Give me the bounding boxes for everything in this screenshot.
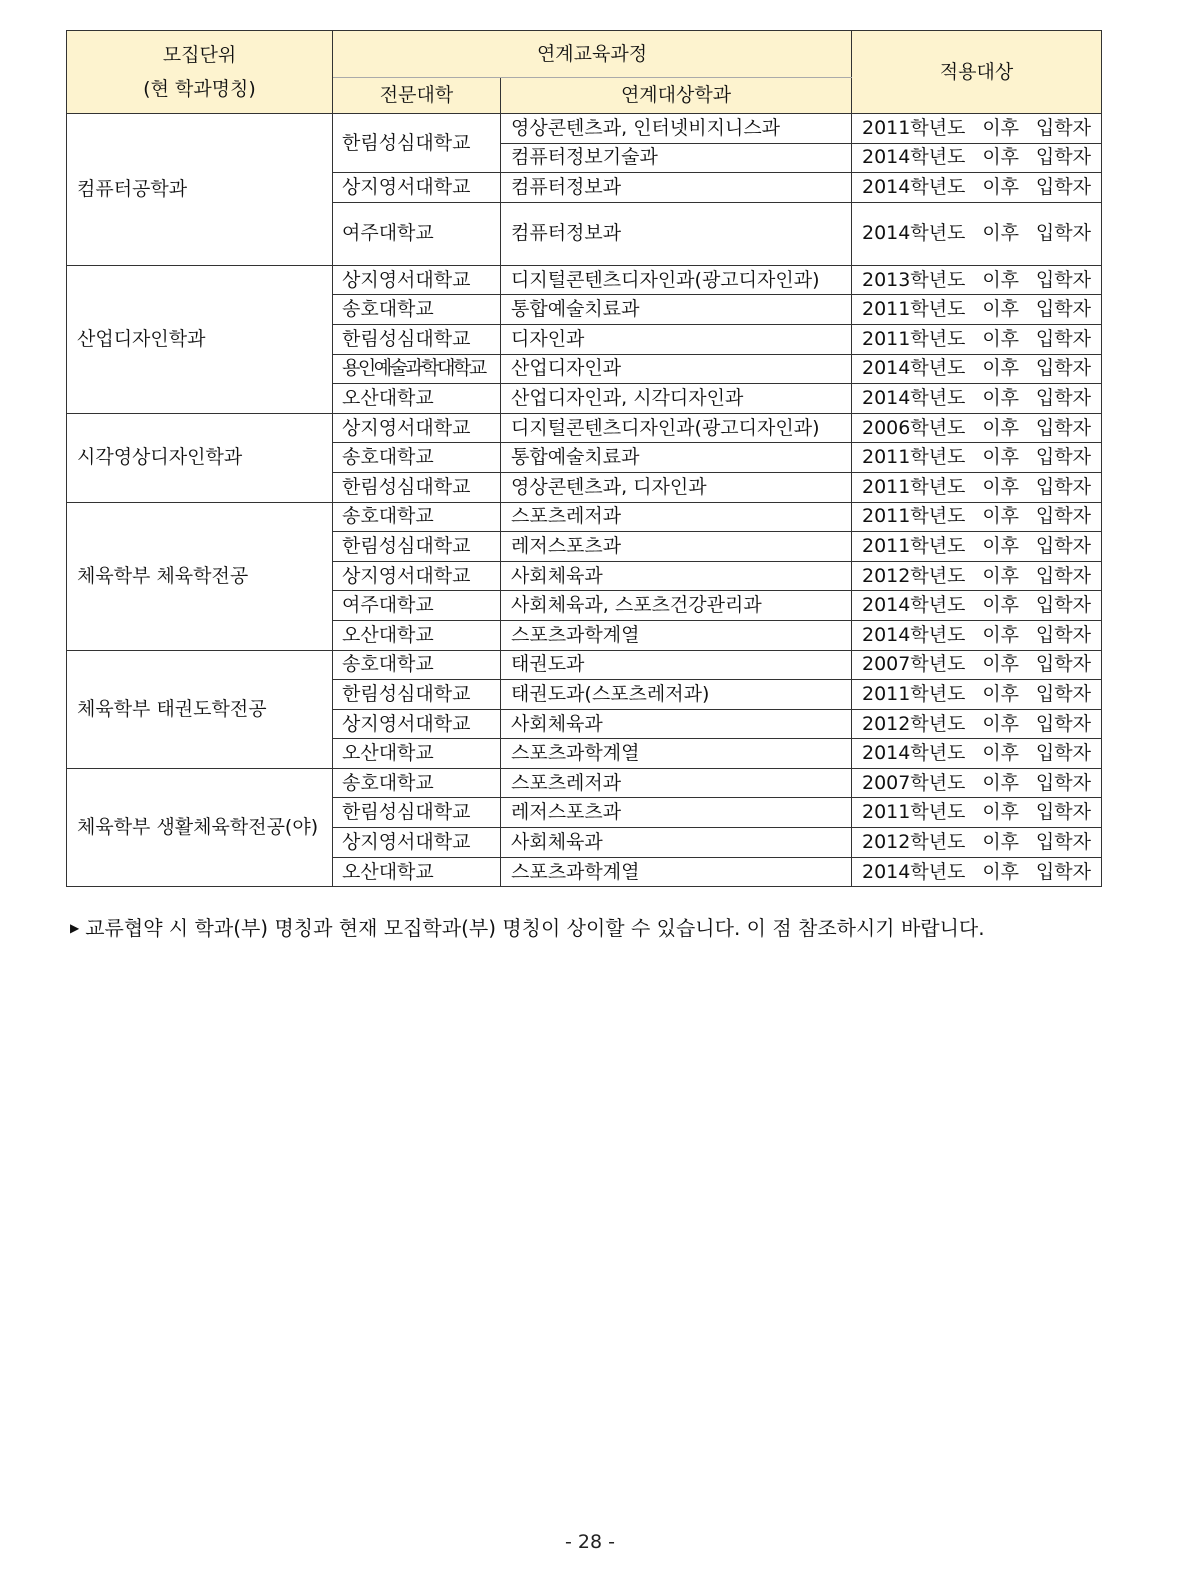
linked-dept-cell: 레저스포츠과 <box>501 532 852 562</box>
applies-to-cell: 2014학년도 이후 입학자 <box>852 857 1102 887</box>
college-cell: 여주대학교 <box>333 591 501 621</box>
applies-to-cell: 2014학년도 이후 입학자 <box>852 591 1102 621</box>
header-unit-line2: (현 학과명칭) <box>143 78 256 100</box>
college-cell: 상지영서대학교 <box>333 561 501 591</box>
linked-dept-cell: 산업디자인과, 시각디자인과 <box>501 384 852 414</box>
header-applies-to: 적용대상 <box>852 31 1102 114</box>
applies-to-cell: 2014학년도 이후 입학자 <box>852 173 1102 203</box>
applies-to-cell: 2011학년도 이후 입학자 <box>852 502 1102 532</box>
table-row <box>67 265 1102 295</box>
table-row <box>67 768 1102 798</box>
linked-dept-cell: 사회체육과 <box>501 561 852 591</box>
applies-to-cell: 2007학년도 이후 입학자 <box>852 768 1102 798</box>
applies-to-cell: 2013학년도 이후 입학자 <box>852 265 1102 295</box>
applies-to-cell: 2006학년도 이후 입학자 <box>852 413 1102 443</box>
applies-to-cell: 2012학년도 이후 입학자 <box>852 561 1102 591</box>
table-body <box>67 114 1102 887</box>
linked-dept-cell: 컴퓨터정보과 <box>501 202 852 265</box>
table-row <box>67 413 1102 443</box>
header-recruitment-unit <box>67 31 333 114</box>
applies-to-cell: 2014학년도 이후 입학자 <box>852 384 1102 414</box>
college-cell: 오산대학교 <box>333 384 501 414</box>
table-row <box>67 502 1102 532</box>
college-cell: 여주대학교 <box>333 202 501 265</box>
linked-dept-cell: 스포츠과학계열 <box>501 620 852 650</box>
college-cell: 송호대학교 <box>333 443 501 473</box>
header-unit-line1: 모집단위 <box>162 44 237 66</box>
applies-to-cell: 2011학년도 이후 입학자 <box>852 443 1102 473</box>
table-header <box>67 31 1102 114</box>
applies-to-cell: 2011학년도 이후 입학자 <box>852 532 1102 562</box>
linked-dept-cell: 사회체육과 <box>501 709 852 739</box>
header-college: 전문대학 <box>333 78 501 114</box>
footnote <box>70 912 985 941</box>
recruitment-unit-cell: 체육학부 체육학전공 <box>67 502 333 650</box>
linked-dept-cell: 레저스포츠과 <box>501 798 852 828</box>
table-row <box>67 650 1102 680</box>
college-cell: 한림성심대학교 <box>333 472 501 502</box>
recruitment-unit-cell: 체육학부 태권도학전공 <box>67 650 333 768</box>
linked-dept-cell: 영상콘텐츠과, 인터넷비지니스과 <box>501 114 852 144</box>
college-cell: 상지영서대학교 <box>333 413 501 443</box>
linked-dept-cell: 통합예술치료과 <box>501 443 852 473</box>
college-cell: 송호대학교 <box>333 650 501 680</box>
recruitment-unit-cell: 시각영상디자인학과 <box>67 413 333 502</box>
applies-to-cell: 2011학년도 이후 입학자 <box>852 680 1102 710</box>
linked-dept-cell: 스포츠과학계열 <box>501 857 852 887</box>
college-cell: 오산대학교 <box>333 739 501 769</box>
college-cell: 한림성심대학교 <box>333 324 501 354</box>
applies-to-cell: 2011학년도 이후 입학자 <box>852 324 1102 354</box>
applies-to-cell: 2014학년도 이후 입학자 <box>852 202 1102 265</box>
linked-dept-cell: 스포츠레저과 <box>501 768 852 798</box>
college-cell: 한림성심대학교 <box>333 114 501 173</box>
linked-dept-cell: 태권도과(스포츠레저과) <box>501 680 852 710</box>
applies-to-cell: 2007학년도 이후 입학자 <box>852 650 1102 680</box>
college-cell: 상지영서대학교 <box>333 709 501 739</box>
header-linked-program: 연계교육과정 <box>333 31 852 78</box>
college-cell: 상지영서대학교 <box>333 173 501 203</box>
college-cell: 송호대학교 <box>333 502 501 532</box>
linked-dept-cell: 디지털콘텐츠디자인과(광고디자인과) <box>501 265 852 295</box>
applies-to-cell: 2014학년도 이후 입학자 <box>852 354 1102 384</box>
college-cell: 용인예술과학대학교 <box>333 354 501 384</box>
applies-to-cell: 2014학년도 이후 입학자 <box>852 739 1102 769</box>
linked-dept-cell: 영상콘텐츠과, 디자인과 <box>501 472 852 502</box>
linked-dept-cell: 컴퓨터정보기술과 <box>501 143 852 173</box>
applies-to-cell: 2014학년도 이후 입학자 <box>852 620 1102 650</box>
linked-dept-cell: 사회체육과, 스포츠건강관리과 <box>501 591 852 621</box>
college-cell: 상지영서대학교 <box>333 265 501 295</box>
college-cell: 상지영서대학교 <box>333 828 501 858</box>
college-cell: 오산대학교 <box>333 857 501 887</box>
applies-to-cell: 2011학년도 이후 입학자 <box>852 295 1102 325</box>
triangle-marker-icon: ▶ <box>70 921 80 935</box>
college-cell: 한림성심대학교 <box>333 680 501 710</box>
applies-to-cell: 2014학년도 이후 입학자 <box>852 143 1102 173</box>
linked-dept-cell: 태권도과 <box>501 650 852 680</box>
recruitment-unit-cell: 컴퓨터공학과 <box>67 114 333 266</box>
applies-to-cell: 2012학년도 이후 입학자 <box>852 828 1102 858</box>
linked-dept-cell: 스포츠과학계열 <box>501 739 852 769</box>
applies-to-cell: 2012학년도 이후 입학자 <box>852 709 1102 739</box>
linkage-table <box>66 30 1102 887</box>
linked-dept-cell: 통합예술치료과 <box>501 295 852 325</box>
footnote-text: 교류협약 시 학과(부) 명칭과 현재 모집학과(부) 명칭이 상이할 수 있습니다. 이 점 참조하시기 바랍니다. <box>85 916 985 940</box>
recruitment-unit-cell: 체육학부 생활체육학전공(야) <box>67 768 333 886</box>
linked-dept-cell: 사회체육과 <box>501 828 852 858</box>
linked-dept-cell: 컴퓨터정보과 <box>501 173 852 203</box>
page-number: - 28 - <box>565 1531 615 1553</box>
applies-to-cell: 2011학년도 이후 입학자 <box>852 114 1102 144</box>
table-row <box>67 114 1102 144</box>
college-cell: 한림성심대학교 <box>333 532 501 562</box>
college-cell: 송호대학교 <box>333 768 501 798</box>
applies-to-cell: 2011학년도 이후 입학자 <box>852 798 1102 828</box>
linked-dept-cell: 디지털콘텐츠디자인과(광고디자인과) <box>501 413 852 443</box>
linked-dept-cell: 디자인과 <box>501 324 852 354</box>
applies-to-cell: 2011학년도 이후 입학자 <box>852 472 1102 502</box>
college-cell: 한림성심대학교 <box>333 798 501 828</box>
recruitment-unit-cell: 산업디자인학과 <box>67 265 333 413</box>
college-cell: 오산대학교 <box>333 620 501 650</box>
linked-dept-cell: 산업디자인과 <box>501 354 852 384</box>
college-cell: 송호대학교 <box>333 295 501 325</box>
header-linked-dept: 연계대상학과 <box>501 78 852 114</box>
linked-dept-cell: 스포츠레저과 <box>501 502 852 532</box>
